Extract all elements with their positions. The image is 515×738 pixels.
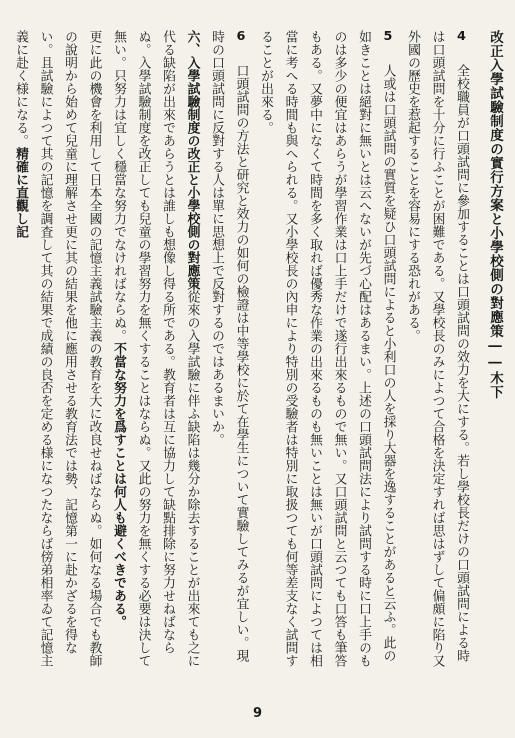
item-number: 5 — [383, 30, 393, 43]
paragraph-5 — [253, 30, 400, 670]
paragraph-text: 全校職員が口頭試問に參加することは口頭試問の效力を大にする。若し學校長だけの口頭試問による時は口頭試問を十分に行ふことが困難である。又學校長のみによつて合格を決定すれば思はずして偏頗に陷り又外國の歷史を惹起することを容易にする恐れがある。 — [405, 30, 469, 667]
section-heading: 六、入學試驗制度の改正と小學校側の對應策 — [184, 30, 200, 290]
paragraph-text: 更に此の機會を利用して日本全國の記憶主義試驗主義の教育を大に改良せねばならぬ。如何なる場合でも教師の說明から始めて兒童に理解させ更に其の結果を他に應用させる教育法では勢、記憶第一に赴かざるを得ない。且試驗によつて其の記憶を調査して其の結果で成績の良否を定める様になつたならば傍弟相率ゐて記憶主義に赴く様になる。 — [13, 30, 102, 667]
paragraph-4 — [400, 30, 474, 670]
paragraph-text: 口頭試問の方法と研究と效力の如何の檢證は中等學校に於て在學生について實驗してみるが宜しい。現時の口頭試問に反對する人は單に思想上で反對するのではあるまいか。 — [209, 30, 249, 662]
item-number: 6 — [236, 30, 246, 43]
paragraph-final — [8, 30, 106, 670]
running-header: 改正入學試驗制度の實行方案と小學校側の對應策――木下 — [487, 30, 503, 399]
page-number: 9 — [252, 706, 263, 721]
paragraph-text: 人或は口頭試問の實質を疑ひ口頭試問によると小利口の人を採り大器を逸することがあると云ふ。此の如きことは絕對に無いとは云へないが先づ心配はあるまい。上述の口頭試問法により試問する時に口上手のものは多少の便宜はあらうが學習作業は口上手だけで遂行出來るもので無い。又口頭試問と云つても口答も筆答もある。又夢中になくて時間を多く取れば優秀な作業の出來るものも無いことは無いが口頭試問によつては相當に考へる時間も與へられる。又小學校長の內申により特別の受驗者は特別に取扱つても何等差支なく試問することが出來る。 — [258, 30, 396, 667]
item-number: 4 — [457, 30, 466, 43]
body-text — [13, 30, 473, 670]
paragraph-6 — [204, 30, 253, 670]
emphasized-text: 精確に直觀し記 — [13, 147, 28, 238]
section-six — [106, 30, 204, 670]
emphasized-text: 不當な努力を爲すことは何人も避くべきである。 — [111, 342, 126, 628]
paragraph-text: 從來の入學試驗に伴ふ缺陷は幾分か除去することが出來ても之に代る缺陷が出來であらうとは誰しも想像し得る所である。教育者は互に協力して缺點排除に努力せねばならぬ。入學試驗制度を改正しても兒童の學習努力を無くすることはならぬ。又此の努力を無くする必要は決して無い。只努力は宜しく穩當な努力でなければならぬ。 — [111, 30, 200, 667]
